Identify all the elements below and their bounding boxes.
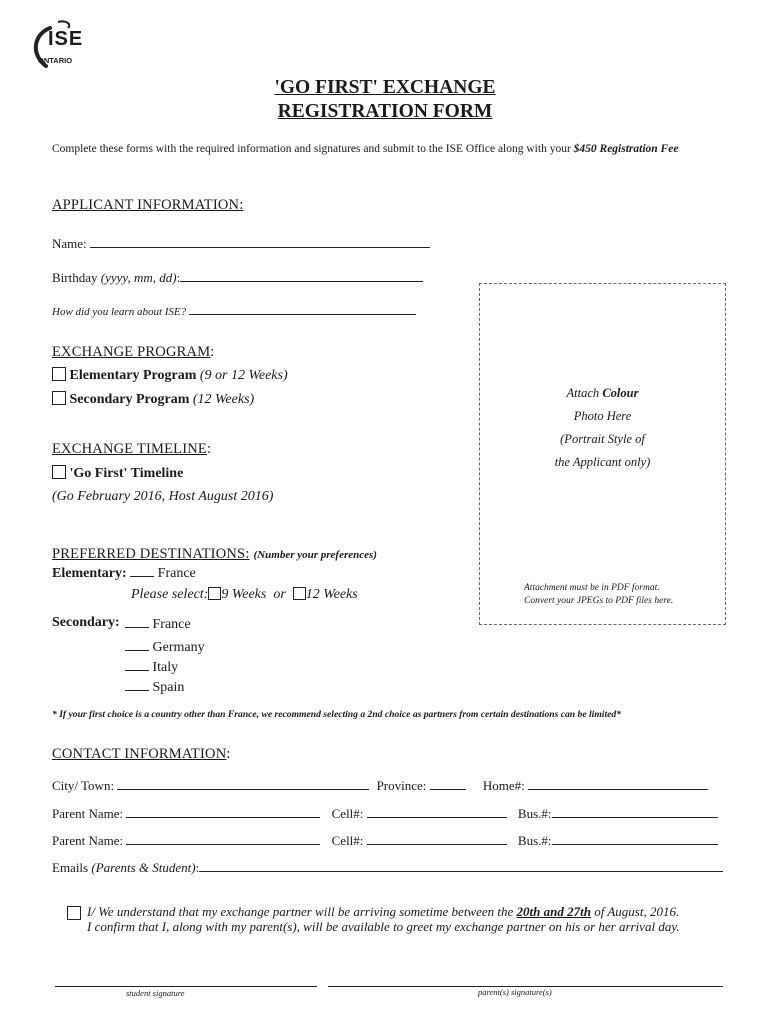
photo-line-1: Attach Colour: [566, 386, 639, 400]
intro-text: [52, 143, 752, 155]
student-signature-label: student signature: [126, 988, 185, 998]
secondary-program-checkbox[interactable]: [52, 391, 66, 405]
learn-label: How did you learn about ISE?: [52, 306, 187, 318]
parent-1-label: Parent Name:: [52, 806, 124, 821]
city-label: City/ Town:: [52, 778, 115, 793]
secondary-dest-label: Secondary:: [52, 615, 120, 630]
secondary-choice-france[interactable]: France: [125, 615, 205, 635]
photo-instructions: [480, 382, 725, 474]
cell-2-label: Cell#:: [331, 833, 364, 848]
agreement-checkbox-wrap: [67, 905, 81, 923]
logo-main-text: ISE: [48, 28, 84, 50]
parent-signature-label: parent(s) signature(s): [478, 987, 552, 997]
please-select-label: Please select:: [131, 587, 209, 602]
logo-sub-text: ONTARIO: [38, 56, 73, 65]
learn-input-line[interactable]: [189, 301, 416, 315]
agreement-line-2: I confirm that I, along with my parent(s), will be available to greet my exchange partner on his or her arrival day.: [87, 919, 680, 934]
name-field[interactable]: [52, 234, 430, 252]
elementary-program-checkbox[interactable]: [52, 367, 66, 381]
emails-colon: :: [195, 860, 200, 875]
contact-heading: CONTACT INFORMATION:: [52, 746, 231, 762]
secondary-destination-list: [125, 615, 205, 698]
timeline-option[interactable]: [52, 465, 183, 482]
parent-1-name-line[interactable]: [126, 804, 320, 818]
secondary-choice-spain[interactable]: Spain: [125, 678, 205, 698]
secondary-program-detail: (12 Weeks): [192, 392, 255, 407]
cell-2-input-line[interactable]: [367, 831, 507, 845]
birthday-colon: :: [176, 270, 181, 285]
secondary-program-label: Secondary Program: [69, 392, 190, 407]
cell-1-label: Cell#:: [331, 806, 364, 821]
title-line-2: REGISTRATION FORM: [277, 101, 493, 122]
city-input-line[interactable]: [117, 776, 369, 790]
destinations-heading: PREFERRED DESTINATIONS: (Number your preferences): [52, 546, 377, 562]
photo-note: [524, 582, 673, 608]
twelve-weeks-label: 12 Weeks: [305, 587, 358, 602]
intro-main: Complete these forms with the required information and signatures and submit to the ISE Office along with your: [52, 143, 571, 155]
applicant-heading: APPLICANT INFORMATION:: [52, 197, 244, 213]
city-row: [52, 776, 732, 794]
bus-1-label: Bus.#:: [517, 806, 552, 821]
elementary-destination: [52, 565, 196, 582]
photo-note-1: Attachment must be in PDF format.: [524, 583, 660, 593]
student-signature-line[interactable]: [55, 986, 317, 987]
nine-weeks-checkbox[interactable]: [208, 587, 221, 600]
emails-input-line[interactable]: [199, 858, 723, 872]
or-label: or: [273, 587, 286, 602]
name-input-line[interactable]: [90, 234, 430, 248]
elementary-program-option[interactable]: [52, 367, 288, 384]
photo-line-4: the Applicant only): [554, 455, 651, 469]
exchange-timeline-heading: EXCHANGE TIMELINE:: [52, 441, 212, 457]
emails-detail: (Parents & Student): [91, 860, 196, 875]
elementary-program-label: Elementary Program: [69, 368, 197, 383]
timeline-detail: (Go February 2016, Host August 2016): [52, 489, 274, 504]
twelve-weeks-checkbox[interactable]: [293, 587, 306, 600]
agreement-text: [87, 904, 747, 934]
title-line-1: 'GO FIRST' EXCHANGE: [274, 77, 496, 98]
destinations-note: (Number your preferences): [253, 549, 377, 561]
secondary-choice-italy[interactable]: Italy: [125, 658, 205, 678]
emails-label: Emails: [52, 860, 89, 875]
agreement-dates: 20th and 27th: [516, 904, 591, 919]
timeline-checkbox[interactable]: [52, 465, 66, 479]
learn-field[interactable]: [52, 301, 416, 318]
exchange-program-heading: EXCHANGE PROGRAM:: [52, 344, 215, 360]
intro-fee: $450 Registration Fee: [573, 143, 679, 155]
home-input-line[interactable]: [528, 776, 708, 790]
weeks-select-row: [131, 587, 358, 603]
agreement-line-1: I/ We understand that my exchange partner will be arriving sometime between the 20th and 27th of August, 2016.: [87, 904, 680, 919]
birthday-field[interactable]: [52, 268, 423, 286]
elementary-program-detail: (9 or 12 Weeks): [199, 368, 288, 383]
cell-1-input-line[interactable]: [367, 804, 507, 818]
parent-row-1: [52, 804, 732, 822]
agreement-checkbox[interactable]: [67, 906, 81, 920]
destination-footnote: * If your first choice is a country other than France, we recommend selecting a 2nd choice as partners from certain destinations can be limited*: [52, 709, 621, 720]
photo-attach-box[interactable]: [479, 283, 726, 625]
birthday-label: Birthday: [52, 270, 98, 285]
photo-note-2: Convert your JPEGs to PDF files here.: [524, 596, 674, 606]
bus-1-input-line[interactable]: [552, 804, 718, 818]
home-label: Home#:: [482, 778, 525, 793]
form-title: [0, 76, 770, 124]
photo-line-3: (Portrait Style of: [560, 432, 645, 446]
elementary-france-blank[interactable]: [130, 565, 154, 577]
ise-ontario-logo: [28, 18, 98, 74]
timeline-label: 'Go First' Timeline: [69, 466, 184, 481]
province-label: Province:: [376, 778, 427, 793]
parent-row-2: [52, 831, 732, 849]
secondary-program-option[interactable]: [52, 391, 254, 408]
secondary-choice-germany[interactable]: Germany: [125, 638, 205, 658]
nine-weeks-label: 9 Weeks: [221, 587, 267, 602]
bus-2-label: Bus.#:: [517, 833, 552, 848]
elementary-dest-label: Elementary:: [52, 566, 127, 581]
birthday-input-line[interactable]: [180, 268, 423, 282]
emails-row: [52, 858, 723, 876]
parent-2-name-line[interactable]: [126, 831, 320, 845]
bus-2-input-line[interactable]: [552, 831, 718, 845]
parent-2-label: Parent Name:: [52, 833, 124, 848]
photo-line-2: Photo Here: [573, 409, 632, 423]
elementary-france-label: France: [157, 566, 196, 581]
province-input-line[interactable]: [430, 776, 466, 790]
name-label: Name:: [52, 236, 87, 251]
birthday-format: (yyyy, mm, dd): [100, 270, 177, 285]
